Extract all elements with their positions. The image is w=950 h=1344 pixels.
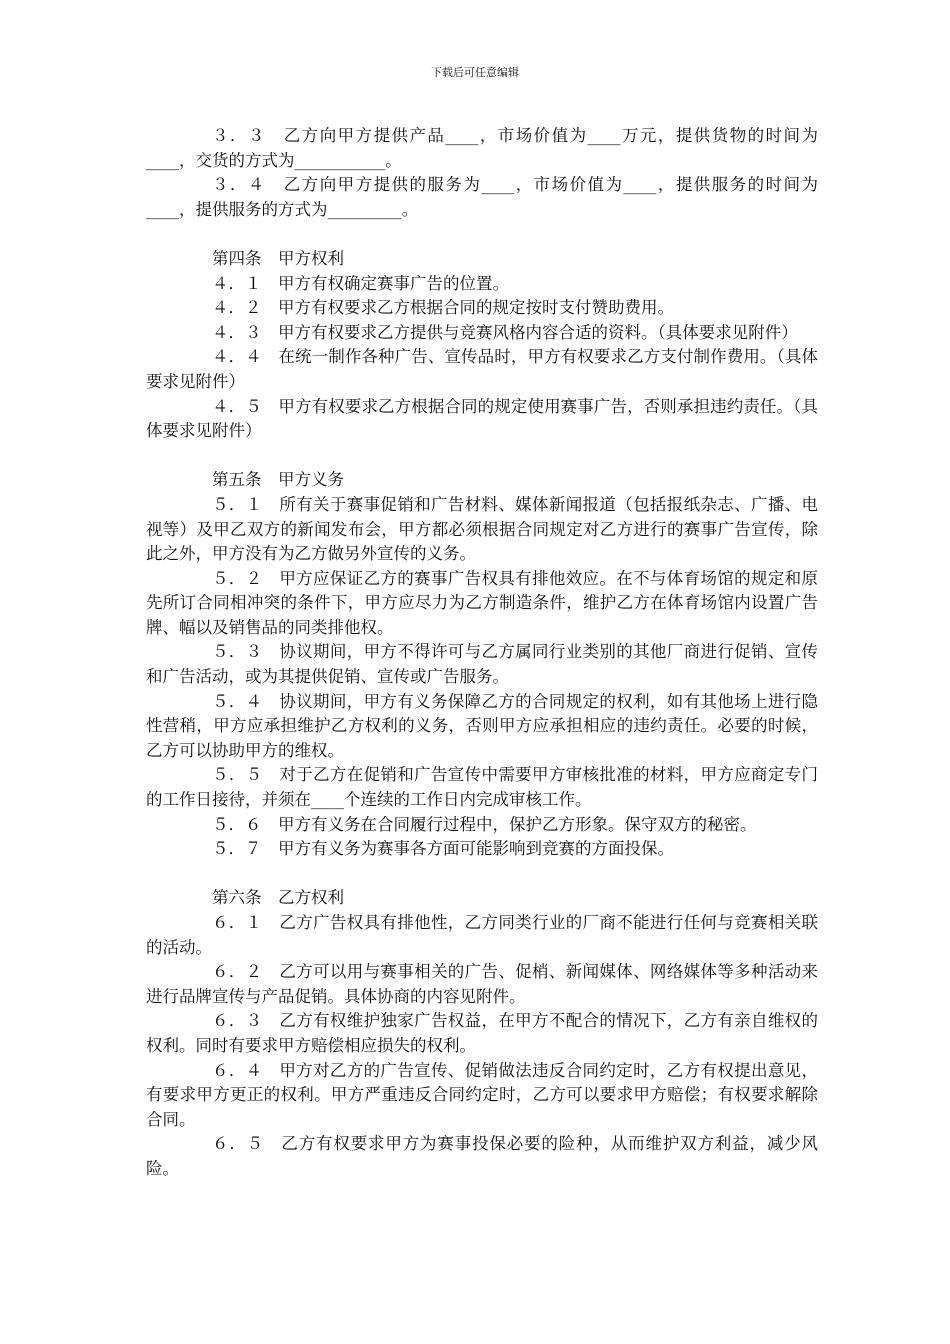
- section-gap: [146, 862, 818, 887]
- clause-6-3: ６．３ 乙方有权维护独家广告权益，在甲方不配合的情况下，乙方有亲自维权的权利。同时有要求甲方赔偿相应损失的权利。: [146, 1011, 818, 1055]
- document-body: [146, 124, 818, 1182]
- clause-5-7: ５．７ 甲方有义务为赛事各方面可能影响到竞赛的方面投保。: [212, 839, 674, 859]
- article-5-heading: 第五条 甲方义务: [212, 470, 344, 490]
- clause-4-5: ４．５ 甲方有权要求乙方根据合同的规定使用赛事广告，否则承担违约责任。（具体要求见附件）: [146, 396, 818, 441]
- clause-6-1: ６．１ 乙方广告权具有排他性，乙方同类行业的厂商不能进行任何与竞赛相关联的活动。: [146, 913, 818, 957]
- clause-4-3: ４．３ 甲方有权要求乙方提供与竞赛风格内容合适的资料。（具体要求见附件）: [212, 322, 798, 342]
- article-6-heading: 第六条 乙方权利: [212, 888, 344, 908]
- clause-5-1: ５．１ 所有关于赛事促销和广告材料、媒体新闻报道（包括报纸杂志、广播、电视等）及甲乙双方的新闻发布会，甲方都必须根据合同规定对乙方进行的赛事广告宣传，除此之外，甲方没有为乙方做另外宣传的义务。: [146, 494, 818, 564]
- clause-5-5: ５．５ 对于乙方在促销和广告宣传中需要甲方审核批准的材料，甲方应商定专门的工作日接待，并须在____个连续的工作日内完成审核工作。: [146, 765, 818, 810]
- clause-5-4: ５．４ 协议期间，甲方有义务保障乙方的合同规定的权利，如有其他场上进行隐性营稍，甲方应承担维护乙方权利的义务，否则甲方应承担相应的违约责任。必要的时候，乙方可以协助甲方的维权。: [146, 691, 818, 760]
- clause-3-3: ３．３ 乙方向甲方提供产品____，市场价值为____万元，提供货物的时间为____，交货的方式为___________。: [146, 126, 818, 170]
- clause-5-2: ５．２ 甲方应保证乙方的赛事广告权具有排他效应。在不与体育场馆的规定和原先所订合同相冲突的条件下，甲方应尽力为乙方制造条件，维护乙方在体育场馆内设置广告牌、幅以及销售品的同类排他权。: [146, 568, 818, 637]
- clause-6-4: ６．４ 甲方对乙方的广告宣传、促销做法违反合同约定时，乙方有权提出意见，有要求甲方更正的权利。甲方严重违反合同约定时，乙方可以要求甲方赔偿；有权要求解除合同。: [146, 1060, 818, 1129]
- page-header: 下载后可任意编辑: [431, 66, 519, 79]
- section-gap: [146, 222, 818, 247]
- article-4-heading: 第四条 甲方权利: [212, 248, 344, 268]
- clause-6-2: ６．２ 乙方可以用与赛事相关的广告、促梢、新闻媒体、网络媒体等多种活动来进行品牌宣传与产品促销。具体协商的内容见附件。: [146, 962, 818, 1006]
- clause-6-5: ６．５ 乙方有权要求甲方为赛事投保必要的险种，从而维护双方利益，减少风险。: [146, 1134, 818, 1178]
- clause-4-4: ４．４ 在统一制作各种广告、宣传品时，甲方有权要求乙方支付制作费用。（具体要求见附件）: [146, 347, 818, 391]
- clause-3-4: ３．４ 乙方向甲方提供的服务为____，市场价值为____，提供服务的时间为____，提供服务的方式为_________。: [146, 175, 818, 219]
- clause-4-2: ４．２ 甲方有权要求乙方根据合同的规定按时支付赞助费用。: [212, 298, 674, 318]
- clause-5-3: ５．３ 协议期间，甲方不得许可与乙方属同行业类别的其他厂商进行促销、宣传和广告活动，或为其提供促销、宣传或广告服务。: [146, 642, 818, 687]
- clause-5-6: ５．６ 甲方有义务在合同履行过程中，保护乙方形象。保守双方的秘密。: [212, 814, 757, 834]
- clause-4-1: ４．１ 甲方有权确定赛事广告的位置。: [212, 273, 509, 293]
- section-gap: [146, 444, 818, 469]
